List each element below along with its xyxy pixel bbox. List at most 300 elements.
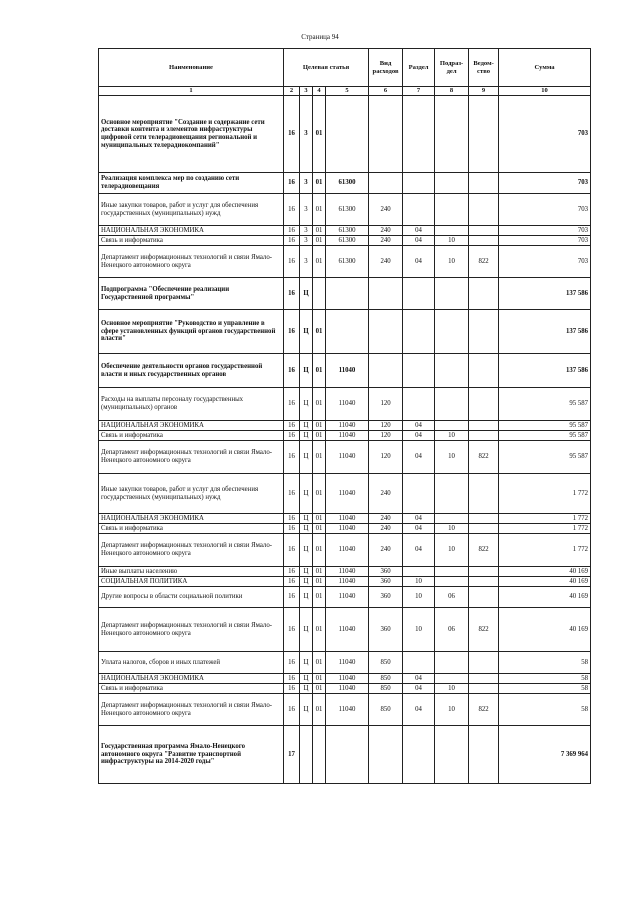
direction-code-cell: 11040 [326,431,369,441]
direction-code-cell: 11040 [326,534,369,567]
department-cell [469,421,499,431]
subprogram-code-cell: Ц [300,514,313,524]
activity-code-cell: 01 [313,194,326,226]
activity-code-cell: 01 [313,524,326,534]
expense-type-cell [369,96,403,173]
table-row [99,226,591,236]
program-code-cell: 16 [284,431,300,441]
program-code-cell: 16 [284,246,300,278]
table-row [99,246,591,278]
table-row [99,96,591,173]
budget-table [98,48,591,784]
table-row [99,354,591,388]
subsection-cell [435,173,469,194]
header-subsection: Подраз-дел [435,49,469,87]
amount-cell: 1 772 [499,514,591,524]
amount-cell: 95 587 [499,431,591,441]
activity-code-cell: 01 [313,587,326,608]
table-row [99,726,591,784]
expense-type-cell: 360 [369,587,403,608]
activity-code-cell: 01 [313,431,326,441]
subprogram-code-cell: Ц [300,587,313,608]
amount-cell: 1 772 [499,534,591,567]
section-cell [403,173,435,194]
section-cell [403,567,435,577]
program-code-cell: 16 [284,524,300,534]
subsection-cell [435,421,469,431]
row-name-cell: Государственная программа Ямало-Ненецкого автономного округа "Развитие транспортной инфраструктуры на 2014-2020 годы" [99,726,284,784]
row-name-cell: Связь и информатика [99,431,284,441]
subsection-cell: 10 [435,524,469,534]
program-code-cell: 16 [284,173,300,194]
expense-type-cell: 120 [369,441,403,474]
row-name-cell: Департамент информационных технологий и связи Ямало-Ненецкого автономного округа [99,694,284,726]
subsection-cell: 06 [435,587,469,608]
expense-type-cell: 850 [369,674,403,684]
subprogram-code-cell: 3 [300,226,313,236]
subprogram-code-cell: Ц [300,694,313,726]
direction-code-cell: 61300 [326,226,369,236]
expense-type-cell: 240 [369,534,403,567]
activity-code-cell: 01 [313,674,326,684]
section-cell [403,310,435,354]
table-row [99,278,591,310]
program-code-cell: 16 [284,587,300,608]
department-cell [469,354,499,388]
subprogram-code-cell: Ц [300,278,313,310]
activity-code-cell: 01 [313,608,326,652]
direction-code-cell: 61300 [326,194,369,226]
department-cell [469,674,499,684]
department-cell [469,236,499,246]
subsection-cell [435,194,469,226]
department-cell: 822 [469,246,499,278]
subprogram-code-cell: Ц [300,652,313,674]
table-row [99,534,591,567]
section-cell: 04 [403,684,435,694]
activity-code-cell: 01 [313,474,326,514]
department-cell [469,652,499,674]
direction-code-cell [326,726,369,784]
subprogram-code-cell: Ц [300,674,313,684]
expense-type-cell: 850 [369,694,403,726]
amount-cell: 95 587 [499,388,591,421]
program-code-cell: 16 [284,236,300,246]
amount-cell: 703 [499,96,591,173]
row-name-cell: Подпрограмма "Обеспечение реализации Государственной программы" [99,278,284,310]
direction-code-cell: 11040 [326,514,369,524]
amount-cell: 40 169 [499,567,591,577]
table-row [99,608,591,652]
subsection-cell: 10 [435,431,469,441]
row-name-cell: НАЦИОНАЛЬНАЯ ЭКОНОМИКА [99,421,284,431]
expense-type-cell: 120 [369,388,403,421]
section-cell: 04 [403,514,435,524]
table-row [99,587,591,608]
page-number: Страница 94 [301,33,339,41]
subprogram-code-cell: 3 [300,236,313,246]
amount-cell: 703 [499,194,591,226]
column-index: 7 [403,87,435,96]
program-code-cell: 16 [284,474,300,514]
expense-type-cell [369,173,403,194]
section-cell: 10 [403,577,435,587]
subsection-cell: 06 [435,608,469,652]
expense-type-cell: 240 [369,524,403,534]
table-row [99,474,591,514]
activity-code-cell: 01 [313,652,326,674]
amount-cell: 703 [499,246,591,278]
subprogram-code-cell: Ц [300,310,313,354]
direction-code-cell: 11040 [326,388,369,421]
subprogram-code-cell: Ц [300,388,313,421]
row-name-cell: Департамент информационных технологий и связи Ямало-Ненецкого автономного округа [99,441,284,474]
subsection-cell: 10 [435,694,469,726]
direction-code-cell: 11040 [326,567,369,577]
expense-type-cell: 240 [369,246,403,278]
section-cell: 04 [403,236,435,246]
subsection-cell [435,726,469,784]
expense-type-cell [369,726,403,784]
department-cell [469,587,499,608]
program-code-cell: 16 [284,608,300,652]
amount-cell: 40 169 [499,587,591,608]
section-cell [403,652,435,674]
direction-code-cell: 11040 [326,694,369,726]
subprogram-code-cell: 3 [300,173,313,194]
program-code-cell: 16 [284,694,300,726]
row-name-cell: Расходы на выплаты персоналу государственных (муниципальных) органов [99,388,284,421]
expense-type-cell: 120 [369,431,403,441]
direction-code-cell: 11040 [326,674,369,684]
subprogram-code-cell: Ц [300,474,313,514]
activity-code-cell: 01 [313,534,326,567]
program-code-cell: 16 [284,310,300,354]
row-name-cell: Реализация комплекса мер по созданию сети телерадиовещания [99,173,284,194]
section-cell: 04 [403,534,435,567]
row-name-cell: Иные закупки товаров, работ и услуг для обеспечения государственных (муниципальных) нужд [99,474,284,514]
program-code-cell: 16 [284,567,300,577]
section-cell: 04 [403,421,435,431]
program-code-cell: 16 [284,652,300,674]
direction-code-cell: 11040 [326,421,369,431]
department-cell [469,96,499,173]
direction-code-cell: 11040 [326,652,369,674]
department-cell [469,567,499,577]
department-cell [469,474,499,514]
subsection-cell [435,96,469,173]
subsection-cell: 10 [435,684,469,694]
table-row [99,236,591,246]
row-name-cell: НАЦИОНАЛЬНАЯ ЭКОНОМИКА [99,674,284,684]
column-index: 10 [499,87,591,96]
section-cell: 04 [403,524,435,534]
amount-cell: 703 [499,236,591,246]
activity-code-cell: 01 [313,514,326,524]
program-code-cell: 16 [284,354,300,388]
subsection-cell [435,310,469,354]
amount-cell: 95 587 [499,441,591,474]
section-cell [403,278,435,310]
column-index: 8 [435,87,469,96]
subprogram-code-cell: Ц [300,567,313,577]
activity-code-cell: 01 [313,388,326,421]
department-cell: 822 [469,441,499,474]
table-row [99,567,591,577]
header-name: Наименование [99,49,284,87]
department-cell [469,310,499,354]
direction-code-cell: 61300 [326,236,369,246]
row-name-cell: Основное мероприятие "Создание и содержание сети доставки контента и элементов инфраструктуры цифровой сети телерадиовещания региональной и муниципальных телерадиокомпаний" [99,96,284,173]
section-cell [403,388,435,421]
amount-cell: 40 169 [499,608,591,652]
amount-cell: 137 586 [499,354,591,388]
column-index: 1 [99,87,284,96]
section-cell: 10 [403,608,435,652]
direction-code-cell: 11040 [326,524,369,534]
table-row [99,173,591,194]
expense-type-cell [369,278,403,310]
program-code-cell: 16 [284,96,300,173]
program-code-cell: 16 [284,194,300,226]
department-cell [469,278,499,310]
expense-type-cell: 850 [369,684,403,694]
subprogram-code-cell: Ц [300,534,313,567]
amount-cell: 1 772 [499,474,591,514]
program-code-cell: 16 [284,684,300,694]
column-index-row [99,87,591,96]
column-index: 9 [469,87,499,96]
activity-code-cell: 01 [313,96,326,173]
activity-code-cell: 01 [313,577,326,587]
subprogram-code-cell: Ц [300,577,313,587]
amount-cell: 58 [499,694,591,726]
activity-code-cell: 01 [313,441,326,474]
subsection-cell [435,278,469,310]
expense-type-cell: 240 [369,474,403,514]
subsection-cell [435,652,469,674]
amount-cell: 58 [499,684,591,694]
column-index: 2 [284,87,300,96]
department-cell [469,388,499,421]
subsection-cell [435,514,469,524]
program-code-cell: 16 [284,388,300,421]
department-cell [469,431,499,441]
subsection-cell [435,354,469,388]
activity-code-cell: 01 [313,567,326,577]
direction-code-cell: 11040 [326,587,369,608]
table-row [99,577,591,587]
table-row [99,431,591,441]
amount-cell: 137 586 [499,278,591,310]
section-cell [403,354,435,388]
direction-code-cell: 11040 [326,474,369,514]
expense-type-cell: 360 [369,608,403,652]
row-name-cell: Связь и информатика [99,524,284,534]
amount-cell: 40 169 [499,577,591,587]
direction-code-cell [326,278,369,310]
amount-cell: 58 [499,652,591,674]
department-cell [469,194,499,226]
section-cell: 04 [403,246,435,278]
expense-type-cell: 360 [369,577,403,587]
subsection-cell: 10 [435,246,469,278]
expense-type-cell [369,354,403,388]
subprogram-code-cell: Ц [300,524,313,534]
subprogram-code-cell: 3 [300,96,313,173]
column-index: 6 [369,87,403,96]
amount-cell: 58 [499,674,591,684]
subprogram-code-cell: 3 [300,246,313,278]
subprogram-code-cell: Ц [300,431,313,441]
amount-cell: 703 [499,173,591,194]
table-row [99,310,591,354]
program-code-cell: 16 [284,441,300,474]
row-name-cell: Связь и информатика [99,684,284,694]
subprogram-code-cell: Ц [300,421,313,431]
department-cell [469,226,499,236]
header-amount: Сумма [499,49,591,87]
row-name-cell: Уплата налогов, сборов и иных платежей [99,652,284,674]
row-name-cell: СОЦИАЛЬНАЯ ПОЛИТИКА [99,577,284,587]
subprogram-code-cell: Ц [300,441,313,474]
department-cell: 822 [469,694,499,726]
section-cell [403,96,435,173]
table-row [99,652,591,674]
department-cell [469,684,499,694]
header-section: Раздел [403,49,435,87]
table-row [99,441,591,474]
direction-code-cell: 11040 [326,577,369,587]
activity-code-cell: 01 [313,246,326,278]
expense-type-cell [369,310,403,354]
activity-code-cell: 01 [313,421,326,431]
department-cell [469,173,499,194]
direction-code-cell: 61300 [326,173,369,194]
column-index: 5 [326,87,369,96]
section-cell: 04 [403,226,435,236]
row-name-cell: НАЦИОНАЛЬНАЯ ЭКОНОМИКА [99,514,284,524]
subprogram-code-cell: Ц [300,608,313,652]
section-cell: 04 [403,674,435,684]
section-cell: 04 [403,441,435,474]
department-cell [469,514,499,524]
row-name-cell: Департамент информационных технологий и связи Ямало-Ненецкого автономного округа [99,246,284,278]
expense-type-cell: 360 [369,567,403,577]
expense-type-cell: 120 [369,421,403,431]
section-cell [403,194,435,226]
row-name-cell: Другие вопросы в области социальной политики [99,587,284,608]
subsection-cell [435,474,469,514]
amount-cell: 95 587 [499,421,591,431]
direction-code-cell: 11040 [326,441,369,474]
subprogram-code-cell: 3 [300,194,313,226]
department-cell: 822 [469,534,499,567]
amount-cell: 1 772 [499,524,591,534]
section-cell: 04 [403,431,435,441]
program-code-cell: 17 [284,726,300,784]
subprogram-code-cell [300,726,313,784]
section-cell: 10 [403,587,435,608]
direction-code-cell: 61300 [326,246,369,278]
row-name-cell: Связь и информатика [99,236,284,246]
subsection-cell [435,674,469,684]
activity-code-cell [313,278,326,310]
table-row [99,524,591,534]
subsection-cell [435,388,469,421]
direction-code-cell [326,96,369,173]
department-cell [469,577,499,587]
row-name-cell: Основное мероприятие "Руководство и управление в сфере установленных функций органов государственной власти" [99,310,284,354]
table-row [99,514,591,524]
row-name-cell: Обеспечение деятельности органов государственной власти и иных государственных органов [99,354,284,388]
expense-type-cell: 240 [369,226,403,236]
table-row [99,694,591,726]
amount-cell: 137 586 [499,310,591,354]
department-cell [469,524,499,534]
program-code-cell: 16 [284,534,300,567]
column-index: 3 [300,87,313,96]
section-cell [403,726,435,784]
amount-cell: 703 [499,226,591,236]
program-code-cell: 16 [284,278,300,310]
table-row [99,421,591,431]
department-cell [469,726,499,784]
program-code-cell: 16 [284,421,300,431]
row-name-cell: НАЦИОНАЛЬНАЯ ЭКОНОМИКА [99,226,284,236]
subsection-cell: 10 [435,534,469,567]
direction-code-cell: 11040 [326,354,369,388]
activity-code-cell: 01 [313,694,326,726]
row-name-cell: Департамент информационных технологий и связи Ямало-Ненецкого автономного округа [99,608,284,652]
table-row [99,684,591,694]
subsection-cell [435,226,469,236]
activity-code-cell: 01 [313,684,326,694]
activity-code-cell: 01 [313,226,326,236]
row-name-cell: Иные выплаты населению [99,567,284,577]
header-department: Ведом-ство [469,49,499,87]
expense-type-cell: 240 [369,514,403,524]
expense-type-cell: 240 [369,194,403,226]
table-header-row [99,49,591,87]
activity-code-cell [313,726,326,784]
subprogram-code-cell: Ц [300,684,313,694]
program-code-cell: 16 [284,577,300,587]
subsection-cell: 10 [435,236,469,246]
subsection-cell: 10 [435,441,469,474]
header-target: Целевая статья [284,49,369,87]
activity-code-cell: 01 [313,236,326,246]
table-row [99,388,591,421]
direction-code-cell: 11040 [326,608,369,652]
program-code-cell: 16 [284,674,300,684]
direction-code-cell [326,310,369,354]
activity-code-cell: 01 [313,354,326,388]
subprogram-code-cell: Ц [300,354,313,388]
program-code-cell: 16 [284,226,300,236]
section-cell [403,474,435,514]
table-body [99,96,591,784]
subsection-cell [435,577,469,587]
column-index: 4 [313,87,326,96]
table-row [99,674,591,684]
direction-code-cell: 11040 [326,684,369,694]
activity-code-cell: 01 [313,173,326,194]
amount-cell: 7 369 964 [499,726,591,784]
row-name-cell: Департамент информационных технологий и связи Ямало-Ненецкого автономного округа [99,534,284,567]
expense-type-cell: 240 [369,236,403,246]
department-cell: 822 [469,608,499,652]
